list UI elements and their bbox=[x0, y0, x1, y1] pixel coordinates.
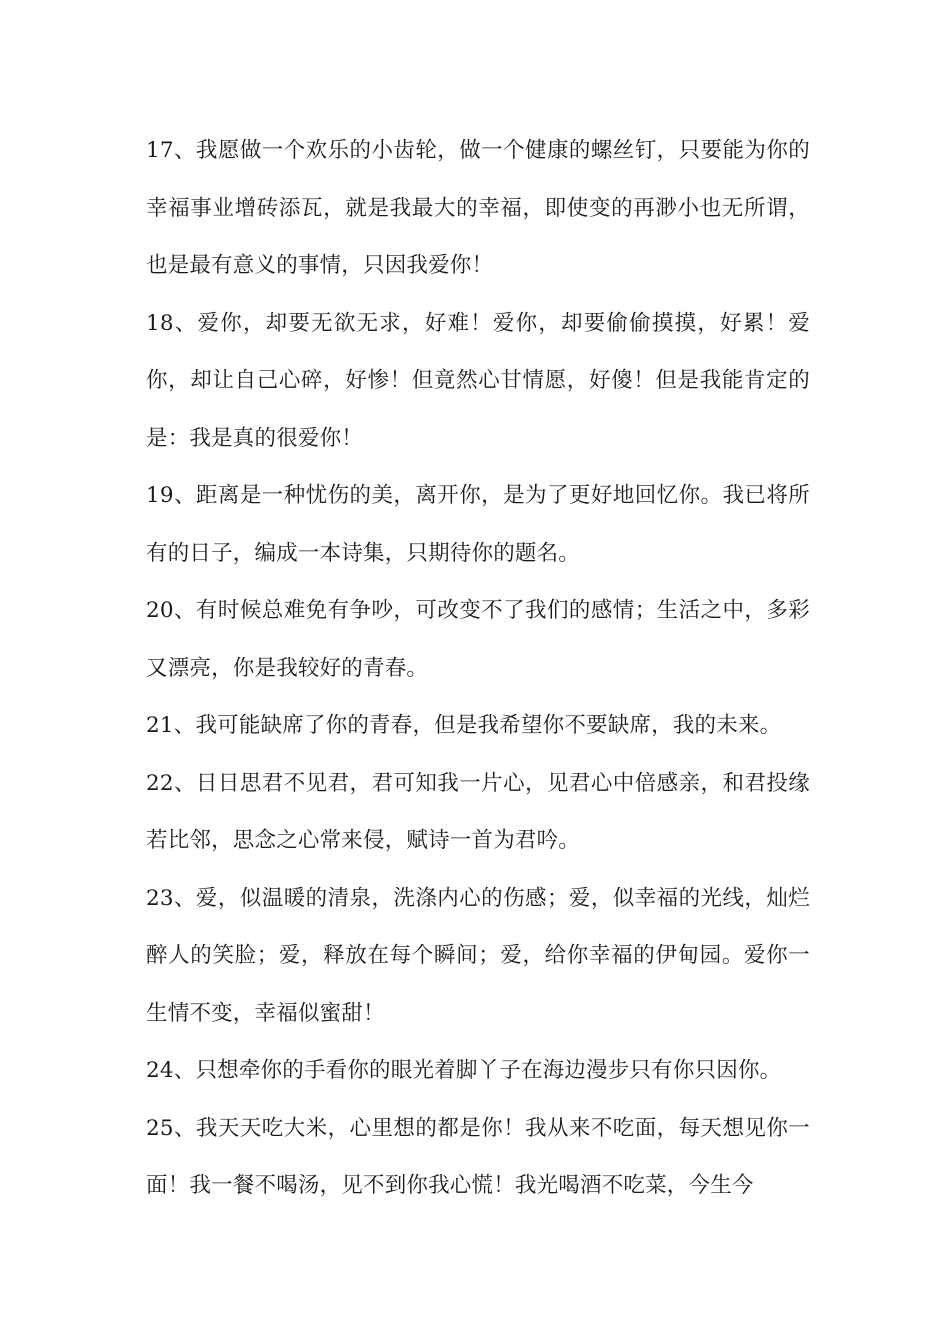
paragraph-25: 25、我天天吃大米，心里想的都是你！我从来不吃面，每天想见你一面！我一餐不喝汤，见不到你我心慌！我光喝酒不吃菜，今生今 bbox=[146, 1115, 810, 1198]
paragraph-21: 21、我可能缺席了你的青春，但是我希望你不要缺席，我的未来。 bbox=[146, 713, 782, 738]
paragraph-24: 24、只想牵你的手看你的眼光着脚丫子在海边漫步只有你只因你。 bbox=[146, 1058, 782, 1083]
paragraph-20: 20、有时候总难免有争吵，可改变不了我们的感情；生活之中，多彩又漂亮，你是我较好的青春。 bbox=[146, 598, 810, 681]
paragraph-17: 17、我愿做一个欢乐的小齿轮，做一个健康的螺丝钉，只要能为你的幸福事业增砖添瓦，就是我最大的幸福，即使变的再渺小也无所谓，也是最有意义的事情，只因我爱你！ bbox=[146, 138, 810, 278]
document-body bbox=[146, 122, 810, 1215]
paragraph-19: 19、距离是一种忧伤的美，离开你，是为了更好地回忆你。我已将所有的日子，编成一本诗集，只期待你的题名。 bbox=[146, 483, 810, 566]
paragraph-18: 18、爱你，却要无欲无求，好难！爱你，却要偷偷摸摸，好累！爱你，却让自己心碎，好惨！但竟然心甘情愿，好傻！但是我能肯定的是：我是真的很爱你！ bbox=[146, 310, 810, 451]
paragraph-22: 22、日日思君不见君，君可知我一片心，见君心中倍感亲，和君投缘若比邻，思念之心常来侵，赋诗一首为君吟。 bbox=[146, 770, 810, 853]
paragraph-23: 23、爱，似温暖的清泉，洗涤内心的伤感；爱，似幸福的光线，灿烂醉人的笑脸；爱，释放在每个瞬间；爱，给你幸福的伊甸园。爱你一生情不变，幸福似蜜甜！ bbox=[146, 885, 810, 1026]
